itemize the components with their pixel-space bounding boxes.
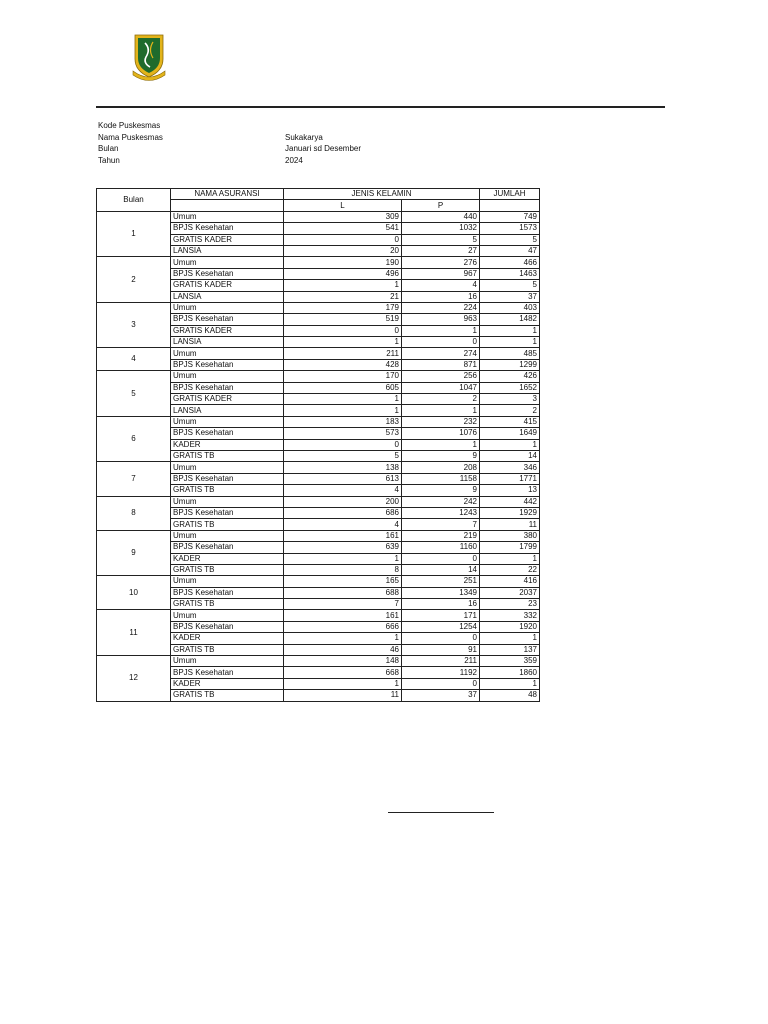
table-row bbox=[97, 257, 540, 268]
male-count-cell: 7 bbox=[284, 599, 402, 610]
insurance-name-cell: GRATIS TB bbox=[171, 450, 284, 461]
male-count-cell: 613 bbox=[284, 473, 402, 484]
table-row bbox=[97, 302, 540, 313]
male-count-cell: 20 bbox=[284, 245, 402, 256]
male-count-cell: 0 bbox=[284, 439, 402, 450]
total-cell: 1652 bbox=[480, 382, 540, 393]
month-cell: 7 bbox=[97, 462, 171, 496]
female-count-cell: 208 bbox=[402, 462, 480, 473]
male-count-cell: 1 bbox=[284, 337, 402, 348]
female-count-cell: 9 bbox=[402, 485, 480, 496]
male-count-cell: 1 bbox=[284, 553, 402, 564]
male-count-cell: 605 bbox=[284, 382, 402, 393]
female-count-cell: 0 bbox=[402, 633, 480, 644]
female-count-cell: 242 bbox=[402, 496, 480, 507]
info-label: Nama Puskesmas bbox=[98, 132, 163, 142]
female-count-cell: 1 bbox=[402, 405, 480, 416]
insurance-name-cell: Umum bbox=[171, 462, 284, 473]
month-cell: 12 bbox=[97, 656, 171, 702]
insurance-name-cell: LANSIA bbox=[171, 245, 284, 256]
male-count-cell: 1 bbox=[284, 633, 402, 644]
female-count-cell: 963 bbox=[402, 314, 480, 325]
male-count-cell: 5 bbox=[284, 450, 402, 461]
table-row bbox=[97, 576, 540, 587]
header-p: P bbox=[402, 200, 480, 211]
total-cell: 2 bbox=[480, 405, 540, 416]
insurance-name-cell: BPJS Kesehatan bbox=[171, 621, 284, 632]
insurance-name-cell: KADER bbox=[171, 678, 284, 689]
total-cell: 1 bbox=[480, 633, 540, 644]
insurance-name-cell: BPJS Kesehatan bbox=[171, 359, 284, 370]
male-count-cell: 11 bbox=[284, 690, 402, 701]
female-count-cell: 1047 bbox=[402, 382, 480, 393]
male-count-cell: 46 bbox=[284, 644, 402, 655]
female-count-cell: 0 bbox=[402, 337, 480, 348]
female-count-cell: 219 bbox=[402, 530, 480, 541]
insurance-name-cell: GRATIS TB bbox=[171, 644, 284, 655]
header-bulan: Bulan bbox=[97, 189, 171, 212]
total-cell: 5 bbox=[480, 234, 540, 245]
insurance-name-cell: GRATIS TB bbox=[171, 485, 284, 496]
male-count-cell: 183 bbox=[284, 416, 402, 427]
male-count-cell: 639 bbox=[284, 542, 402, 553]
female-count-cell: 7 bbox=[402, 519, 480, 530]
female-count-cell: 91 bbox=[402, 644, 480, 655]
male-count-cell: 21 bbox=[284, 291, 402, 302]
insurance-name-cell: BPJS Kesehatan bbox=[171, 587, 284, 598]
male-count-cell: 688 bbox=[284, 587, 402, 598]
female-count-cell: 251 bbox=[402, 576, 480, 587]
table-row bbox=[97, 656, 540, 667]
info-row-bulan bbox=[98, 143, 398, 155]
month-cell: 10 bbox=[97, 576, 171, 610]
insurance-name-cell: BPJS Kesehatan bbox=[171, 542, 284, 553]
table-row bbox=[97, 462, 540, 473]
total-cell: 1482 bbox=[480, 314, 540, 325]
male-count-cell: 161 bbox=[284, 530, 402, 541]
male-count-cell: 170 bbox=[284, 371, 402, 382]
insurance-name-cell: Umum bbox=[171, 576, 284, 587]
insurance-name-cell: Umum bbox=[171, 610, 284, 621]
month-cell: 4 bbox=[97, 348, 171, 371]
total-cell: 1 bbox=[480, 337, 540, 348]
insurance-name-cell: BPJS Kesehatan bbox=[171, 473, 284, 484]
total-cell: 37 bbox=[480, 291, 540, 302]
female-count-cell: 276 bbox=[402, 257, 480, 268]
female-count-cell: 171 bbox=[402, 610, 480, 621]
total-cell: 1 bbox=[480, 439, 540, 450]
total-cell: 466 bbox=[480, 257, 540, 268]
total-cell: 2037 bbox=[480, 587, 540, 598]
total-cell: 416 bbox=[480, 576, 540, 587]
male-count-cell: 0 bbox=[284, 234, 402, 245]
female-count-cell: 16 bbox=[402, 291, 480, 302]
insurance-name-cell: Umum bbox=[171, 656, 284, 667]
insurance-name-cell: BPJS Kesehatan bbox=[171, 382, 284, 393]
total-cell: 1 bbox=[480, 553, 540, 564]
insurance-name-cell: Umum bbox=[171, 211, 284, 222]
month-cell: 11 bbox=[97, 610, 171, 656]
info-value: 2024 bbox=[285, 155, 303, 165]
info-value: Sukakarya bbox=[285, 132, 323, 142]
total-cell: 426 bbox=[480, 371, 540, 382]
insurance-name-cell: BPJS Kesehatan bbox=[171, 223, 284, 234]
info-label: Kode Puskesmas bbox=[98, 121, 161, 130]
male-count-cell: 211 bbox=[284, 348, 402, 359]
female-count-cell: 256 bbox=[402, 371, 480, 382]
female-count-cell: 1 bbox=[402, 325, 480, 336]
insurance-name-cell: Umum bbox=[171, 496, 284, 507]
male-count-cell: 200 bbox=[284, 496, 402, 507]
female-count-cell: 1 bbox=[402, 439, 480, 450]
insurance-name-cell: Umum bbox=[171, 416, 284, 427]
male-count-cell: 573 bbox=[284, 428, 402, 439]
female-count-cell: 0 bbox=[402, 553, 480, 564]
total-cell: 749 bbox=[480, 211, 540, 222]
month-cell: 9 bbox=[97, 530, 171, 576]
total-cell: 359 bbox=[480, 656, 540, 667]
female-count-cell: 274 bbox=[402, 348, 480, 359]
month-cell: 8 bbox=[97, 496, 171, 530]
male-count-cell: 0 bbox=[284, 325, 402, 336]
female-count-cell: 1032 bbox=[402, 223, 480, 234]
info-row-kode bbox=[98, 120, 398, 132]
info-row-nama bbox=[98, 132, 398, 144]
male-count-cell: 666 bbox=[284, 621, 402, 632]
total-cell: 1463 bbox=[480, 268, 540, 279]
insurance-name-cell: BPJS Kesehatan bbox=[171, 314, 284, 325]
female-count-cell: 224 bbox=[402, 302, 480, 313]
male-count-cell: 496 bbox=[284, 268, 402, 279]
insurance-name-cell: Umum bbox=[171, 371, 284, 382]
total-cell: 1573 bbox=[480, 223, 540, 234]
total-cell: 403 bbox=[480, 302, 540, 313]
total-cell: 1 bbox=[480, 678, 540, 689]
male-count-cell: 179 bbox=[284, 302, 402, 313]
report-info bbox=[98, 120, 398, 166]
male-count-cell: 686 bbox=[284, 507, 402, 518]
total-cell: 3 bbox=[480, 394, 540, 405]
total-cell: 1299 bbox=[480, 359, 540, 370]
info-label: Bulan bbox=[98, 144, 119, 153]
insurance-name-cell: BPJS Kesehatan bbox=[171, 268, 284, 279]
insurance-name-cell: GRATIS KADER bbox=[171, 394, 284, 405]
header-jenis-kelamin: JENIS KELAMIN bbox=[284, 189, 480, 200]
total-cell: 14 bbox=[480, 450, 540, 461]
insurance-name-cell: KADER bbox=[171, 633, 284, 644]
month-cell: 5 bbox=[97, 371, 171, 417]
info-label: Tahun bbox=[98, 155, 120, 165]
total-cell: 11 bbox=[480, 519, 540, 530]
female-count-cell: 1192 bbox=[402, 667, 480, 678]
table-row bbox=[97, 211, 540, 222]
header-blank bbox=[480, 200, 540, 211]
female-count-cell: 5 bbox=[402, 234, 480, 245]
male-count-cell: 190 bbox=[284, 257, 402, 268]
female-count-cell: 1243 bbox=[402, 507, 480, 518]
insurance-name-cell: GRATIS TB bbox=[171, 519, 284, 530]
female-count-cell: 0 bbox=[402, 678, 480, 689]
table-row bbox=[97, 496, 540, 507]
month-cell: 6 bbox=[97, 416, 171, 462]
total-cell: 485 bbox=[480, 348, 540, 359]
total-cell: 1799 bbox=[480, 542, 540, 553]
female-count-cell: 967 bbox=[402, 268, 480, 279]
female-count-cell: 232 bbox=[402, 416, 480, 427]
male-count-cell: 428 bbox=[284, 359, 402, 370]
male-count-cell: 1 bbox=[284, 280, 402, 291]
header-blank bbox=[171, 200, 284, 211]
female-count-cell: 440 bbox=[402, 211, 480, 222]
female-count-cell: 211 bbox=[402, 656, 480, 667]
header-jumlah: JUMLAH bbox=[480, 189, 540, 200]
total-cell: 442 bbox=[480, 496, 540, 507]
total-cell: 1649 bbox=[480, 428, 540, 439]
insurance-name-cell: BPJS Kesehatan bbox=[171, 507, 284, 518]
total-cell: 23 bbox=[480, 599, 540, 610]
table-body bbox=[97, 211, 540, 701]
table-row bbox=[97, 416, 540, 427]
total-cell: 415 bbox=[480, 416, 540, 427]
table-row bbox=[97, 371, 540, 382]
female-count-cell: 9 bbox=[402, 450, 480, 461]
table-row bbox=[97, 610, 540, 621]
female-count-cell: 1254 bbox=[402, 621, 480, 632]
total-cell: 48 bbox=[480, 690, 540, 701]
signature-line bbox=[388, 812, 494, 813]
male-count-cell: 161 bbox=[284, 610, 402, 621]
insurance-name-cell: Umum bbox=[171, 302, 284, 313]
header-l: L bbox=[284, 200, 402, 211]
female-count-cell: 4 bbox=[402, 280, 480, 291]
insurance-name-cell: LANSIA bbox=[171, 337, 284, 348]
total-cell: 1920 bbox=[480, 621, 540, 632]
female-count-cell: 37 bbox=[402, 690, 480, 701]
month-cell: 1 bbox=[97, 211, 171, 257]
insurance-name-cell: KADER bbox=[171, 553, 284, 564]
total-cell: 380 bbox=[480, 530, 540, 541]
surabaya-emblem-logo bbox=[131, 31, 167, 81]
insurance-name-cell: GRATIS KADER bbox=[171, 234, 284, 245]
insurance-name-cell: LANSIA bbox=[171, 291, 284, 302]
male-count-cell: 165 bbox=[284, 576, 402, 587]
male-count-cell: 1 bbox=[284, 678, 402, 689]
insurance-name-cell: Umum bbox=[171, 257, 284, 268]
female-count-cell: 27 bbox=[402, 245, 480, 256]
female-count-cell: 16 bbox=[402, 599, 480, 610]
male-count-cell: 138 bbox=[284, 462, 402, 473]
info-row-tahun bbox=[98, 155, 398, 167]
month-cell: 2 bbox=[97, 257, 171, 303]
insurance-name-cell: GRATIS KADER bbox=[171, 280, 284, 291]
total-cell: 5 bbox=[480, 280, 540, 291]
female-count-cell: 1160 bbox=[402, 542, 480, 553]
total-cell: 1929 bbox=[480, 507, 540, 518]
male-count-cell: 309 bbox=[284, 211, 402, 222]
male-count-cell: 1 bbox=[284, 394, 402, 405]
insurance-name-cell: BPJS Kesehatan bbox=[171, 428, 284, 439]
male-count-cell: 148 bbox=[284, 656, 402, 667]
insurance-name-cell: GRATIS KADER bbox=[171, 325, 284, 336]
male-count-cell: 541 bbox=[284, 223, 402, 234]
female-count-cell: 14 bbox=[402, 564, 480, 575]
table-row bbox=[97, 348, 540, 359]
header-divider bbox=[96, 106, 665, 108]
insurance-name-cell: BPJS Kesehatan bbox=[171, 667, 284, 678]
female-count-cell: 2 bbox=[402, 394, 480, 405]
total-cell: 13 bbox=[480, 485, 540, 496]
insurance-name-cell: KADER bbox=[171, 439, 284, 450]
total-cell: 1 bbox=[480, 325, 540, 336]
insurance-name-cell: Umum bbox=[171, 530, 284, 541]
total-cell: 1860 bbox=[480, 667, 540, 678]
total-cell: 332 bbox=[480, 610, 540, 621]
insurance-name-cell: GRATIS TB bbox=[171, 690, 284, 701]
insurance-name-cell: GRATIS TB bbox=[171, 564, 284, 575]
male-count-cell: 519 bbox=[284, 314, 402, 325]
male-count-cell: 4 bbox=[284, 519, 402, 530]
insurance-name-cell: Umum bbox=[171, 348, 284, 359]
total-cell: 137 bbox=[480, 644, 540, 655]
insurance-name-cell: LANSIA bbox=[171, 405, 284, 416]
insurance-name-cell: GRATIS TB bbox=[171, 599, 284, 610]
month-cell: 3 bbox=[97, 302, 171, 348]
header-nama-asuransi: NAMA ASURANSI bbox=[171, 189, 284, 200]
female-count-cell: 1158 bbox=[402, 473, 480, 484]
female-count-cell: 871 bbox=[402, 359, 480, 370]
male-count-cell: 668 bbox=[284, 667, 402, 678]
male-count-cell: 1 bbox=[284, 405, 402, 416]
total-cell: 22 bbox=[480, 564, 540, 575]
total-cell: 346 bbox=[480, 462, 540, 473]
female-count-cell: 1349 bbox=[402, 587, 480, 598]
female-count-cell: 1076 bbox=[402, 428, 480, 439]
total-cell: 1771 bbox=[480, 473, 540, 484]
insurance-visits-table bbox=[96, 188, 540, 702]
info-value: Januari sd Desember bbox=[285, 144, 362, 153]
male-count-cell: 4 bbox=[284, 485, 402, 496]
total-cell: 47 bbox=[480, 245, 540, 256]
table-row bbox=[97, 530, 540, 541]
male-count-cell: 8 bbox=[284, 564, 402, 575]
